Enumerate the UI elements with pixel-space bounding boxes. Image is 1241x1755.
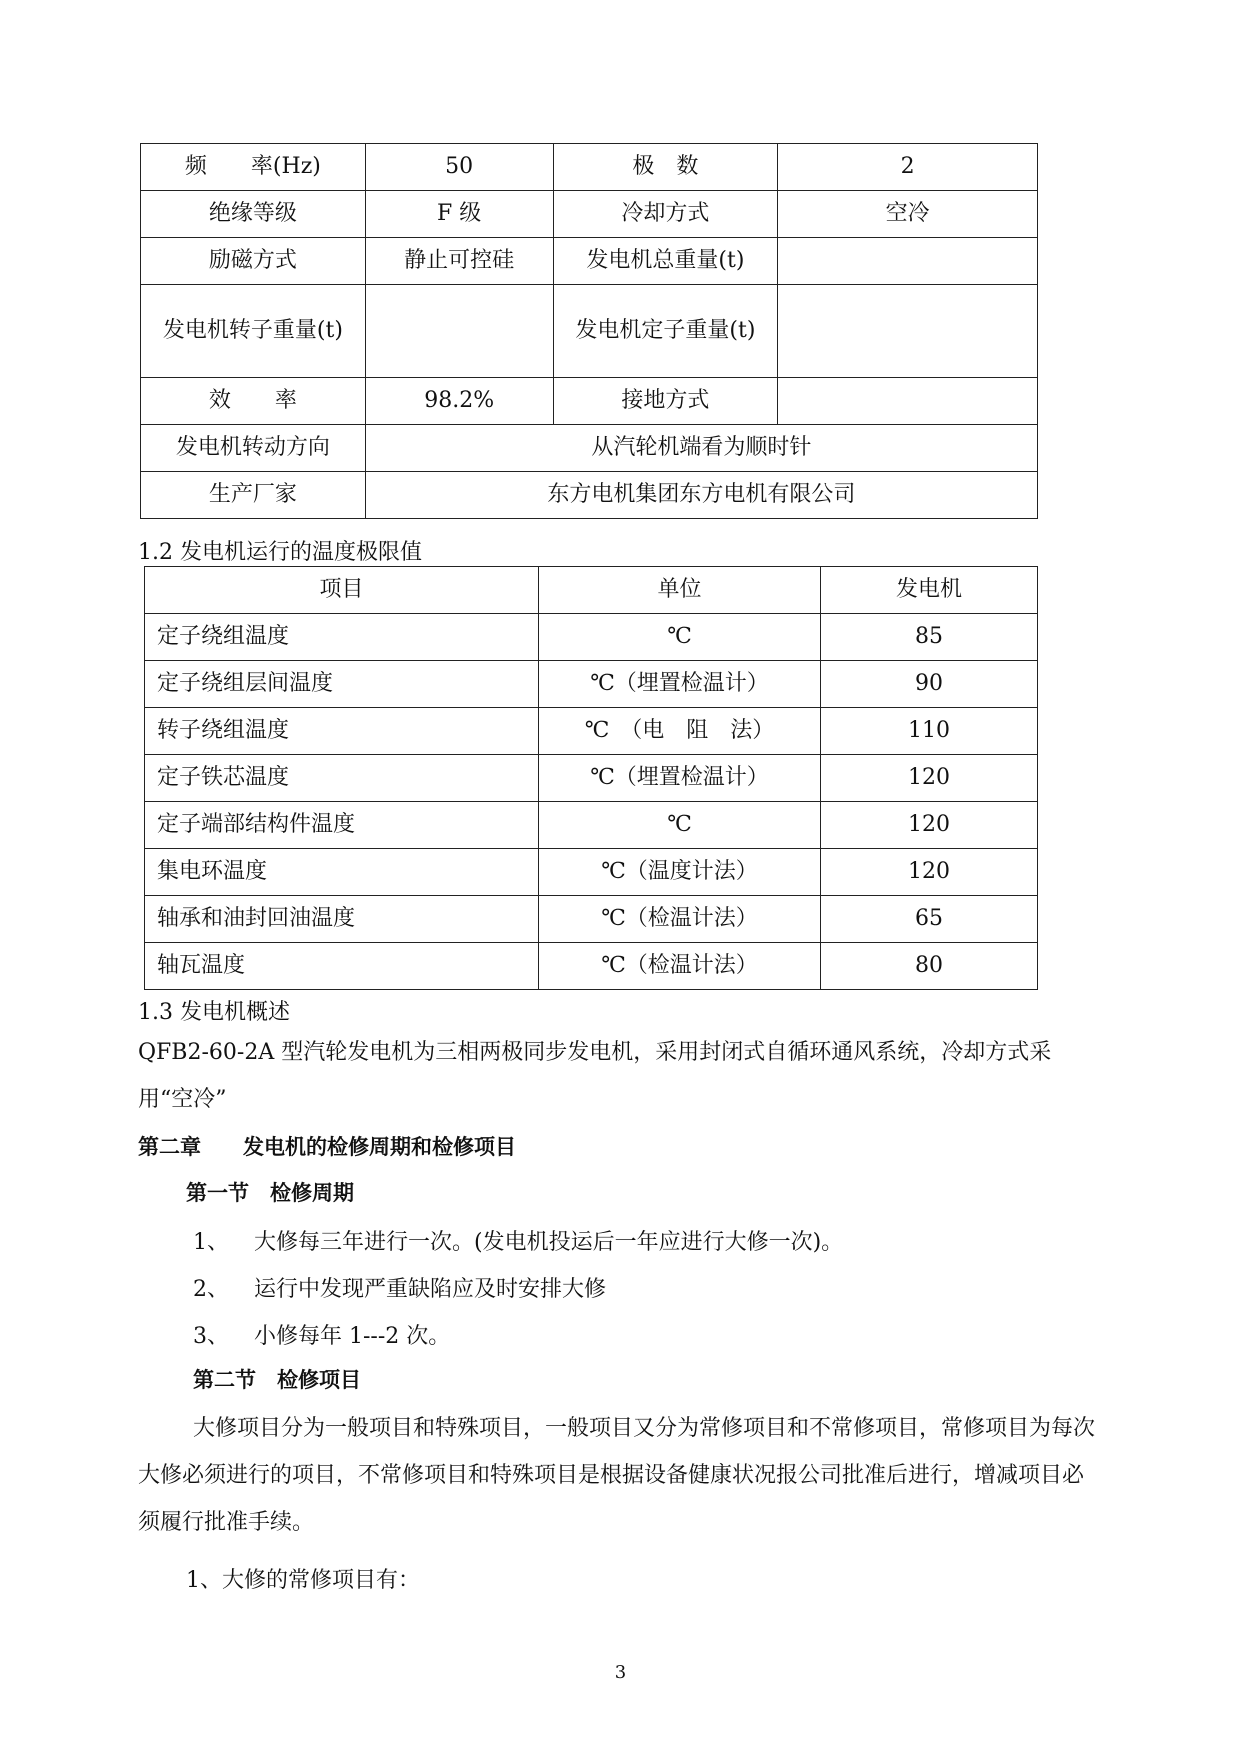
spec-value	[365, 285, 553, 378]
spec-label: 冷却方式	[553, 191, 778, 238]
spec-row-rotation	[141, 425, 1038, 472]
generator-spec-table	[140, 143, 1038, 519]
value-cell: 120	[821, 802, 1038, 849]
list-item-text: 大修每三年进行一次。(发电机投运后一年应进行大修一次)。	[254, 1230, 844, 1255]
item-cell: 集电环温度	[145, 849, 539, 896]
list-item-number: 1、	[193, 1230, 229, 1255]
value-cell: 90	[821, 661, 1038, 708]
column-header: 发电机	[821, 567, 1038, 614]
spec-row-frequency	[141, 144, 1038, 191]
unit-cell: ℃（埋置检温计）	[539, 755, 821, 802]
regular-items-heading: 1、大修的常修项目有：	[186, 1568, 420, 1593]
item-cell: 定子绕组温度	[145, 614, 539, 661]
item-cell: 轴瓦温度	[145, 943, 539, 990]
spec-value: 98.2%	[365, 378, 553, 425]
table-row	[145, 708, 1038, 755]
spec-row-efficiency	[141, 378, 1038, 425]
items-paragraph: 大修项目分为一般项目和特殊项目，一般项目又分为常修项目和不常修项目，常修项目为每次大修必须进行的项目，不常修项目和特殊项目是根据设备健康状况报公司批准后进行，增减项目必须履行批准手续。	[138, 1416, 1096, 1535]
column-header: 单位	[539, 567, 821, 614]
table-row	[145, 896, 1038, 943]
table-row	[145, 755, 1038, 802]
value-cell: 120	[821, 755, 1038, 802]
spec-label: 频 率(Hz)	[141, 144, 366, 191]
section-heading-cycle: 第一节 检修周期	[186, 1181, 354, 1205]
spec-label: 发电机转动方向	[141, 425, 366, 472]
unit-cell: ℃（检温计法）	[539, 896, 821, 943]
spec-row-manufacturer	[141, 472, 1038, 519]
table-row	[145, 849, 1038, 896]
spec-label: 效 率	[141, 378, 366, 425]
spec-value: 2	[778, 144, 1038, 191]
section-heading-1-3: 1.3 发电机概述	[138, 1000, 290, 1025]
spec-value: 50	[365, 144, 553, 191]
section-heading-1-2: 1.2 发电机运行的温度极限值	[138, 540, 422, 565]
value-cell: 110	[821, 708, 1038, 755]
unit-cell: ℃	[539, 802, 821, 849]
table-header-row	[145, 567, 1038, 614]
spec-row-weights	[141, 285, 1038, 378]
item-cell: 定子绕组层间温度	[145, 661, 539, 708]
spec-label: 生产厂家	[141, 472, 366, 519]
table-row	[145, 661, 1038, 708]
value-cell: 65	[821, 896, 1038, 943]
item-cell: 轴承和油封回油温度	[145, 896, 539, 943]
unit-cell: ℃（温度计法）	[539, 849, 821, 896]
unit-cell: ℃（埋置检温计）	[539, 661, 821, 708]
spec-label: 发电机定子重量(t)	[553, 285, 778, 378]
item-cell: 转子绕组温度	[145, 708, 539, 755]
chapter-heading: 第二章 发电机的检修周期和检修项目	[138, 1135, 516, 1159]
column-header: 项目	[145, 567, 539, 614]
page-number: 3	[614, 1662, 627, 1683]
spec-value: F 级	[365, 191, 553, 238]
value-cell: 120	[821, 849, 1038, 896]
spec-label: 绝缘等级	[141, 191, 366, 238]
spec-value	[778, 378, 1038, 425]
list-item-text: 运行中发现严重缺陷应及时安排大修	[254, 1277, 607, 1302]
temperature-limit-table	[144, 566, 1038, 990]
section-heading-items: 第二节 检修项目	[193, 1368, 361, 1392]
spec-value: 空冷	[778, 191, 1038, 238]
item-cell: 定子端部结构件温度	[145, 802, 539, 849]
spec-label: 极 数	[553, 144, 778, 191]
unit-cell: ℃	[539, 614, 821, 661]
spec-value: 从汽轮机端看为顺时针	[365, 425, 1037, 472]
table-row	[145, 802, 1038, 849]
spec-row-excitation	[141, 238, 1038, 285]
spec-row-insulation	[141, 191, 1038, 238]
spec-value: 静止可控硅	[365, 238, 553, 285]
spec-label: 发电机转子重量(t)	[141, 285, 366, 378]
spec-value: 东方电机集团东方电机有限公司	[365, 472, 1037, 519]
value-cell: 85	[821, 614, 1038, 661]
list-item-number: 3、	[193, 1324, 229, 1349]
spec-value	[778, 238, 1038, 285]
item-cell: 定子铁芯温度	[145, 755, 539, 802]
list-item-text: 小修每年 1---2 次。	[254, 1324, 451, 1349]
table-row	[145, 614, 1038, 661]
spec-label: 励磁方式	[141, 238, 366, 285]
spec-value	[778, 285, 1038, 378]
value-cell: 80	[821, 943, 1038, 990]
overview-paragraph: QFB2-60-2A 型汽轮发电机为三相两极同步发电机，采用封闭式自循环通风系统，冷却方式采用“空冷”	[138, 1040, 1052, 1112]
unit-cell: ℃（检温计法）	[539, 943, 821, 990]
list-item-number: 2、	[193, 1277, 229, 1302]
spec-label: 发电机总重量(t)	[553, 238, 778, 285]
unit-cell: ℃ （电 阻 法）	[539, 708, 821, 755]
spec-label: 接地方式	[553, 378, 778, 425]
table-row	[145, 943, 1038, 990]
